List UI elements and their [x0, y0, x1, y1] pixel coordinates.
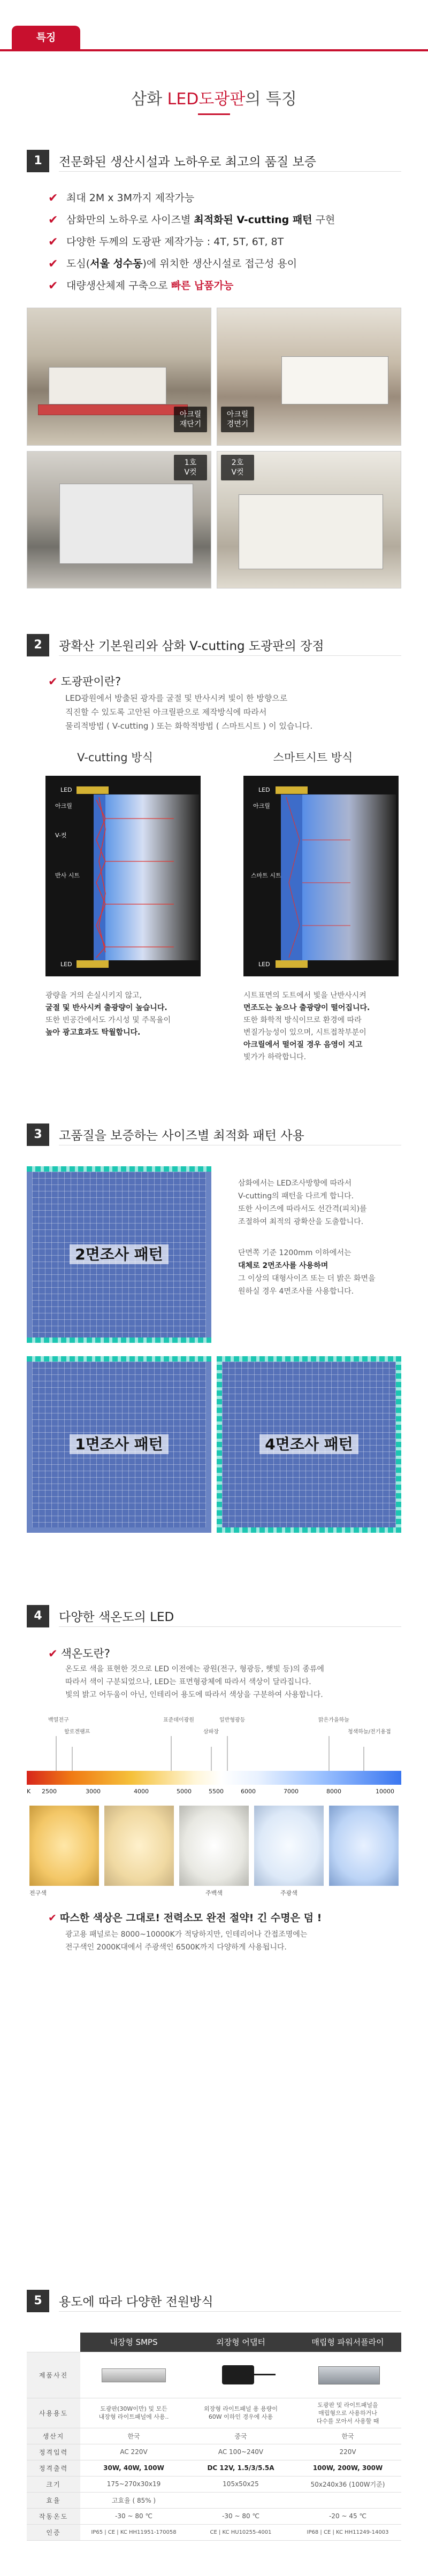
- caption-line: 높아 광고효과도 탁월합니다.: [45, 1028, 141, 1037]
- divider: [59, 655, 401, 656]
- table-row: [27, 2352, 401, 2398]
- section-title: 고품질을 보증하는 사이즈별 최적화 패턴 사용: [59, 1129, 304, 1143]
- item-bold: 최적화된 V-cutting 패턴: [194, 214, 312, 226]
- diagram-label: 스마트 시트: [251, 872, 281, 879]
- scale-value: 3000: [86, 1788, 101, 1795]
- desc-line: 단면쪽 기준 1200mm 이하에서는: [238, 1249, 351, 1257]
- item-text: 삼화만의 노하우로 사이즈별: [66, 214, 194, 226]
- table-cell: 105x50x25: [187, 2476, 294, 2492]
- light-source-label: 삼파장: [203, 1729, 219, 1735]
- table-row: [27, 2428, 401, 2444]
- table-cell: -20 ~ 45 ℃: [294, 2508, 401, 2524]
- row-label: 작동온도: [27, 2508, 80, 2524]
- section-2-header: [27, 634, 401, 656]
- scale-value: 5500: [209, 1788, 224, 1795]
- section-3-header: [27, 1123, 401, 1146]
- scale-value: 2500: [42, 1788, 57, 1795]
- row-label: 생산지: [27, 2428, 80, 2444]
- scale-unit: K: [27, 1788, 31, 1795]
- desc-line: 그 이상의 대형사이즈 또는 더 밝은 화면을: [238, 1274, 376, 1283]
- light-source-label: 청색하늘/전기용접: [348, 1729, 391, 1735]
- row-label: 크기: [27, 2476, 80, 2492]
- caption-line: 또한 빈공간에서도 가시성 및 주목율이: [45, 1016, 171, 1025]
- desc-line: LED광원에서 방출된 광자를 굴절 및 반사시켜 빛이 한 방향으로: [65, 693, 288, 703]
- caption-line: 또한 화학적 방식이므로 환경에 따라: [243, 1016, 362, 1025]
- check-icon: ✔: [48, 675, 58, 688]
- pattern-2side: [27, 1166, 211, 1343]
- power-spec-table: [27, 2333, 401, 2541]
- subheading-color-temp: [48, 1645, 110, 1661]
- led-sample-swatch: [179, 1806, 249, 1886]
- caption-line: 변질가능성이 있으며, 시트접착부분이: [243, 1028, 366, 1037]
- check-icon: ✔: [48, 235, 58, 249]
- check-icon: ✔: [48, 257, 58, 271]
- table-cell: 50x240x36 (100W기준): [294, 2476, 401, 2492]
- photo-label: [221, 455, 254, 480]
- table-cell: 도광판(30W이만) 및 모든 내장형 라이트패널에 사용..: [80, 2398, 187, 2428]
- check-icon: ✔: [48, 279, 58, 293]
- vcut-diagram: [45, 776, 201, 976]
- led-sample-swatch: [104, 1806, 174, 1886]
- table-header-blank: [27, 2333, 80, 2352]
- diagram-label: 아크릴: [55, 802, 72, 809]
- row-label: 제품사진: [27, 2352, 80, 2398]
- scale-value: 6000: [241, 1788, 256, 1795]
- light-source-label: 일반형광등: [219, 1717, 246, 1723]
- sample-label: 전구색: [29, 1890, 47, 1897]
- pattern-label: 1면조사 패턴: [70, 1434, 168, 1454]
- pattern-description-2: [238, 1247, 409, 1298]
- scale-value: 10000: [376, 1788, 394, 1795]
- product-image-cell: [80, 2352, 187, 2398]
- led-sample-swatch: [329, 1806, 399, 1886]
- table-header-row: [27, 2333, 401, 2352]
- section-number: 2: [27, 634, 49, 656]
- desc-line: 조절하여 최적의 광확산을 도출합니다.: [238, 1218, 364, 1226]
- caption-line: 면조도는 높으나 출광량이 떨어집니다.: [243, 1004, 370, 1012]
- desc-line: 물리적방법 ( V-cutting ) 또는 화학적방법 ( 스마트시트 ) 이 있습니다.: [65, 721, 313, 731]
- table-cell: 한국: [80, 2428, 187, 2444]
- table-cell: 고효율 ( 85% ): [80, 2492, 187, 2508]
- light-source-label: 맑은가을하늘: [318, 1717, 349, 1723]
- caption-line: 굴절 및 반사시켜 출광량이 높습니다.: [45, 1004, 167, 1012]
- subheading-text: 색온도란?: [60, 1647, 110, 1660]
- color-temp-note-title: [48, 1910, 322, 1924]
- table-cell: [187, 2492, 294, 2508]
- desc-line: 원하실 경우 4면조사를 사용합니다.: [238, 1287, 354, 1296]
- row-label: 인증: [27, 2524, 80, 2540]
- section-title: 전문화된 생산시설과 노하우로 최고의 품질 보증: [59, 155, 316, 169]
- section-title: 용도에 따라 다양한 전원방식: [59, 2295, 213, 2309]
- table-cell: 외장형 라이트패널 용 용량이 60W 이하인 경우에 사용: [187, 2398, 294, 2428]
- title-prefix: 삼화: [131, 90, 167, 109]
- section-number: 5: [27, 2290, 49, 2312]
- pattern-label: 4면조사 패턴: [259, 1434, 358, 1454]
- led-samples: [29, 1806, 399, 1899]
- diagram-label: LED: [258, 961, 270, 968]
- section-1-header: [27, 150, 401, 172]
- psu-image: [310, 2359, 385, 2391]
- check-icon: ✔: [48, 1647, 58, 1660]
- photo-label: [174, 407, 207, 432]
- table-cell: IP68 | CE | KC HH11249-14003: [294, 2524, 401, 2540]
- pattern-1side: [27, 1356, 211, 1533]
- tab-features[interactable]: 특징: [12, 26, 80, 49]
- diagram-label: LED: [60, 786, 72, 793]
- section-5-header: [27, 2290, 401, 2312]
- label-text: 1호 V컷: [184, 458, 197, 477]
- vcut-diagram-svg: [45, 776, 201, 976]
- title-suffix: 의 특징: [245, 90, 297, 109]
- caption-line: 아크릴에서 떨어질 경우 음영이 지고: [243, 1041, 363, 1049]
- row-label: 정격입력: [27, 2444, 80, 2460]
- kelvin-scale: [27, 1788, 401, 1797]
- smartsheet-diagram-title: 스마트시트 방식: [273, 751, 353, 764]
- sample-label: 주광색: [280, 1890, 297, 1897]
- desc-line: 직진할 수 있도록 고안된 아크릴판으로 제작방식에 따라서: [65, 707, 267, 717]
- check-icon: ✔: [48, 213, 58, 227]
- feature-list: [48, 187, 401, 297]
- section-number: 4: [27, 1605, 49, 1627]
- scale-value: 5000: [177, 1788, 192, 1795]
- table-cell: 한국: [294, 2428, 401, 2444]
- table-cell: DC 12V, 1.5/3/5.5A: [187, 2460, 294, 2476]
- table-cell: CE | KC HU10255-4001: [187, 2524, 294, 2540]
- item-text: 최대 2M x 3M까지 제작가능: [66, 192, 195, 204]
- table-header: 매립형 파워서플라이: [294, 2333, 401, 2352]
- section-number: 3: [27, 1123, 49, 1146]
- check-icon: ✔: [48, 192, 58, 205]
- section-number: 1: [27, 150, 49, 172]
- item-text: 대량생산체제 구축으로: [66, 280, 171, 292]
- table-cell: -30 ~ 80 ℃: [80, 2508, 187, 2524]
- vcut-diagram-title: V-cutting 방식: [77, 751, 153, 764]
- desc-line: V-cutting의 패턴을 다르게 합니다.: [238, 1192, 354, 1201]
- section-4-header: [27, 1605, 401, 1627]
- item-bold: 서울 성수동: [90, 258, 143, 270]
- table-cell: [294, 2492, 401, 2508]
- row-label: 사용용도: [27, 2398, 80, 2428]
- vcut-caption: [45, 990, 206, 1039]
- table-row: [27, 2524, 401, 2540]
- caption-line: 빛가가 하락합니다.: [243, 1053, 307, 1061]
- table-cell: AC 100~240V: [187, 2444, 294, 2460]
- diagram-label: 반사 시트: [55, 872, 80, 879]
- scale-value: 7000: [284, 1788, 299, 1795]
- photo-label: [221, 407, 254, 432]
- list-item: [48, 275, 401, 297]
- item-text: 구현: [312, 214, 335, 226]
- color-temp-note: [65, 1928, 408, 1954]
- pattern-description-1: [238, 1177, 409, 1228]
- diagram-label: V-컷: [55, 832, 67, 839]
- item-highlight: 빠른 납품가능: [171, 280, 234, 292]
- diagram-label: LED: [60, 961, 72, 968]
- desc-line: 전구색인 2000K대에서 주광색인 6500K까지 다양하게 사용됩니다.: [65, 1943, 287, 1952]
- desc-line: 온도로 색을 표현한 것으로 LED 이전에는 광원(전구, 형광등, 햇빛 등)의 종류에: [65, 1665, 324, 1673]
- item-text: 다양한 두께의 도광판 제작가능 : 4T, 5T, 6T, 8T: [66, 236, 284, 248]
- row-label: 정격출력: [27, 2460, 80, 2476]
- product-image-cell: [294, 2352, 401, 2398]
- led-sample-swatch: [29, 1806, 99, 1886]
- caption-line: 광량을 거의 손실시키지 않고,: [45, 991, 142, 1000]
- color-gradient-bar: [27, 1771, 401, 1785]
- label-text: 아크릴 재단기: [179, 410, 202, 429]
- section-title: 광확산 기본원리와 삼화 V-cutting 도광판의 장점: [59, 639, 324, 653]
- desc-line: 빛의 밝고 어두움이 아닌, 인테리어 용도에 따라서 색상을 구분하여 사용합니다.: [65, 1691, 323, 1699]
- divider: [59, 1626, 401, 1627]
- label-text: 2호 V컷: [231, 458, 244, 477]
- table-cell: 도광판 및 라이트패널을 매립형으로 사용하거나 다수를 모아서 사용할 때: [294, 2398, 401, 2428]
- light-source-label: 표준데이광원: [163, 1717, 194, 1723]
- table-row: [27, 2492, 401, 2508]
- sample-label: 주백색: [205, 1890, 223, 1897]
- check-icon: ✔: [48, 1912, 57, 1924]
- table-row: [27, 2398, 401, 2428]
- item-text: )에 위치한 생산시설로 접근성 용이: [142, 258, 297, 270]
- desc-line: 광고용 패널로는 8000~10000K가 적당하지만, 인테리어나 간접조명에는: [65, 1930, 308, 1939]
- table-cell: 100W, 200W, 300W: [294, 2460, 401, 2476]
- table-cell: -30 ~ 80 ℃: [187, 2508, 294, 2524]
- table-header: 외장형 어댑터: [187, 2333, 294, 2352]
- smps-image: [96, 2359, 171, 2391]
- desc-line: 따라서 색이 구분되었으나, LED는 표면형광체에 따라서 색상이 달라집니다.: [65, 1678, 311, 1686]
- section-title: 다양한 색온도의 LED: [59, 1610, 174, 1624]
- table-row: [27, 2460, 401, 2476]
- color-temp-description: [65, 1663, 408, 1701]
- title-highlight: LED도광판: [167, 90, 246, 109]
- caption-line: 시트표면의 도트에서 빛을 난반사시켜: [243, 991, 366, 1000]
- table-row: [27, 2508, 401, 2524]
- desc-line: 대체로 2면조사를 사용하며: [238, 1262, 328, 1270]
- list-item: [48, 187, 401, 209]
- table-cell: 220V: [294, 2444, 401, 2460]
- list-item: [48, 253, 401, 275]
- page-title: [0, 86, 428, 109]
- scale-value: 4000: [134, 1788, 149, 1795]
- desc-line: 삼화에서는 LED조사방향에 따라서: [238, 1179, 352, 1188]
- subheading-text: 도광판이란?: [60, 675, 121, 688]
- divider: [59, 2311, 401, 2312]
- adapter-image: [203, 2359, 278, 2391]
- list-item: [48, 209, 401, 231]
- photo-label: [174, 455, 207, 480]
- table-cell: 중국: [187, 2428, 294, 2444]
- table-header: 내장형 SMPS: [80, 2333, 187, 2352]
- light-source-label: 백열전구: [48, 1717, 69, 1723]
- divider: [59, 171, 401, 172]
- note-title-text: 따스한 색상은 그대로! 전력소모 완전 절약! 긴 수명은 덤 !: [59, 1912, 322, 1924]
- row-label: 효율: [27, 2492, 80, 2508]
- led-sample-swatch: [254, 1806, 324, 1886]
- list-item: [48, 231, 401, 253]
- light-source-label: 할로겐램프: [64, 1729, 90, 1735]
- smartsheet-diagram: [243, 776, 399, 976]
- label-text: 아크릴 경면기: [226, 410, 249, 429]
- pattern-4side: [217, 1356, 401, 1533]
- item-text: 도심(: [66, 258, 90, 270]
- table-cell: AC 220V: [80, 2444, 187, 2460]
- smartsheet-caption: [243, 990, 404, 1064]
- tab-bar: [0, 0, 428, 51]
- lgp-description: [65, 691, 397, 733]
- table-cell: IP65 | CE | KC HH11951-170058: [80, 2524, 187, 2540]
- smartsheet-diagram-svg: [243, 776, 399, 976]
- pattern-label: 2면조사 패턴: [70, 1244, 168, 1264]
- diagram-label: LED: [258, 786, 270, 793]
- diagram-label: 아크릴: [253, 802, 270, 809]
- tick-markers: [27, 1736, 401, 1774]
- table-row: [27, 2476, 401, 2492]
- title-underline: [198, 113, 230, 115]
- desc-line: 또한 사이즈에 따라서도 선간격(피치)를: [238, 1205, 367, 1213]
- product-image-cell: [187, 2352, 294, 2398]
- scale-value: 8000: [326, 1788, 341, 1795]
- table-cell: 175~270x30x19: [80, 2476, 187, 2492]
- table-row: [27, 2444, 401, 2460]
- table-cell: 30W, 40W, 100W: [80, 2460, 187, 2476]
- subheading-what-is-lgp: [48, 673, 121, 689]
